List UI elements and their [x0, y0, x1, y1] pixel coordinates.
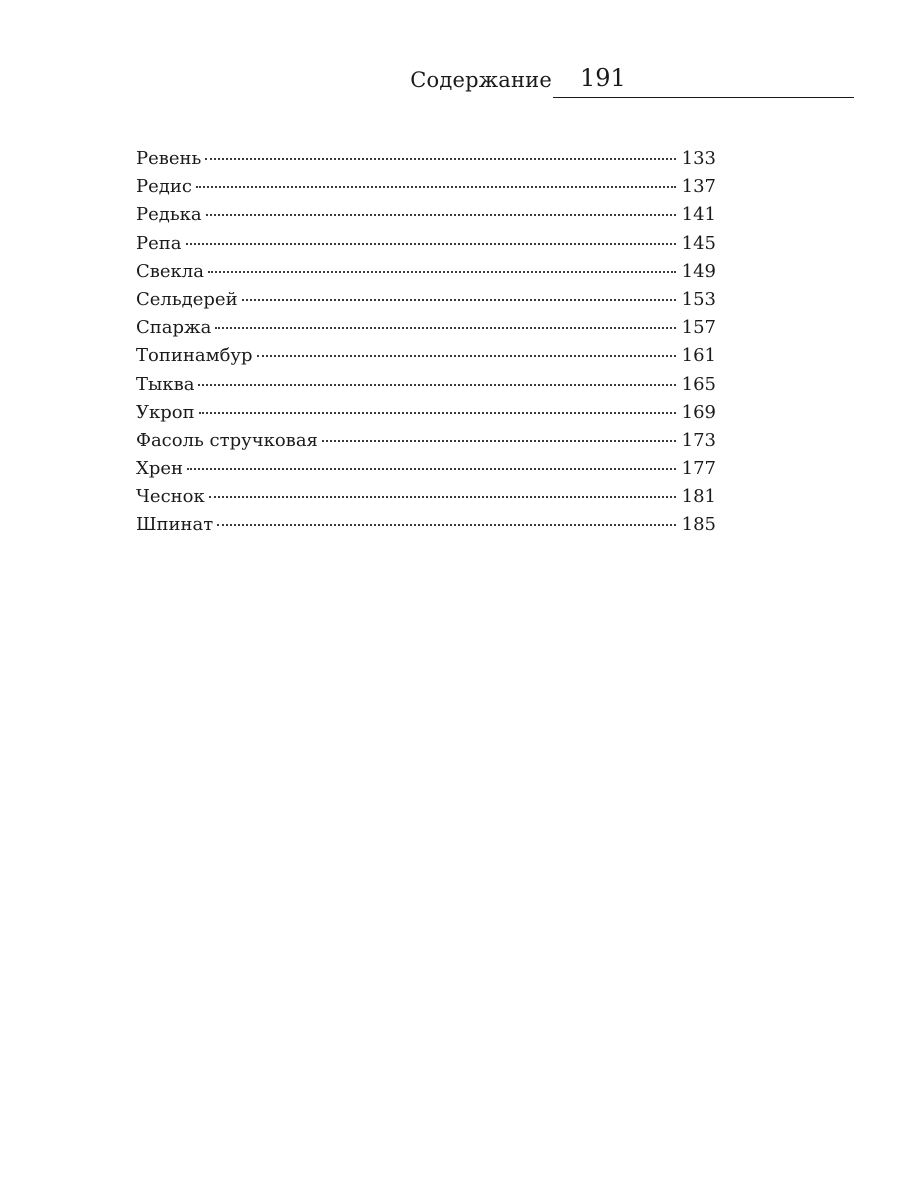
toc-dot-leader — [257, 354, 676, 357]
toc-dot-leader — [198, 383, 675, 386]
toc-entry[interactable] — [136, 399, 716, 427]
toc-entry-title: Редис — [136, 176, 192, 198]
toc-entry[interactable] — [136, 314, 716, 342]
toc-entry[interactable] — [136, 511, 716, 539]
toc-entry-page: 149 — [681, 260, 716, 282]
running-header — [0, 64, 900, 104]
toc-dot-leader — [186, 242, 676, 245]
toc-entry[interactable] — [136, 258, 716, 286]
toc-entry-title: Сельдерей — [136, 288, 238, 310]
toc-entry-title: Редька — [136, 204, 202, 226]
toc-entry-page: 177 — [681, 458, 716, 480]
toc-entry-title: Свекла — [136, 260, 204, 282]
toc-dot-leader — [322, 439, 676, 442]
toc-entry-page: 157 — [681, 317, 716, 339]
toc-entry[interactable] — [136, 201, 716, 229]
toc-entry-page: 185 — [681, 514, 716, 536]
toc-dot-leader — [217, 523, 675, 526]
toc-entry-title: Фасоль стручковая — [136, 429, 318, 451]
toc-dot-leader — [196, 185, 676, 188]
toc-entry-title: Спаржа — [136, 317, 212, 339]
toc-entry[interactable] — [136, 371, 716, 399]
toc-entry-page: 181 — [681, 486, 716, 508]
toc-dot-leader — [242, 298, 676, 301]
toc-entry[interactable] — [136, 173, 716, 201]
toc-dot-leader — [205, 157, 675, 160]
toc-entry[interactable] — [136, 145, 716, 173]
toc-entry-title: Укроп — [136, 401, 195, 423]
toc-dot-leader — [208, 270, 676, 273]
toc-entry-title: Ревень — [136, 148, 202, 169]
header-rule — [553, 97, 854, 98]
header-title: Содержание — [410, 68, 552, 92]
toc-entry-page: 169 — [681, 401, 716, 423]
toc-entry[interactable] — [136, 427, 716, 455]
toc-dot-leader — [209, 495, 676, 498]
toc-entry[interactable] — [136, 230, 716, 258]
toc-entry[interactable] — [136, 483, 716, 511]
toc-entry-page: 153 — [681, 288, 716, 310]
toc-entry-page: 161 — [681, 345, 716, 367]
toc-entry-page: 137 — [681, 176, 716, 198]
toc-entry-title: Топинамбур — [136, 345, 253, 367]
toc-dot-leader — [199, 411, 676, 414]
toc-entry-title: Тыква — [136, 373, 195, 395]
toc-entry-title: Репа — [136, 232, 182, 254]
toc-entry-title: Хрен — [136, 458, 183, 480]
toc-dot-leader — [187, 467, 676, 470]
toc-dot-leader — [206, 213, 676, 216]
toc-entry[interactable] — [136, 455, 716, 483]
toc-entry-page: 165 — [681, 373, 716, 395]
toc-entry-title: Шпинат — [136, 514, 214, 536]
toc-dot-leader — [215, 326, 675, 329]
toc-entry[interactable] — [136, 342, 716, 370]
toc-entry-page: 173 — [681, 429, 716, 451]
toc-entry-page: 133 — [681, 148, 716, 169]
toc-entry-title: Чеснок — [136, 486, 205, 508]
header-page-number: 191 — [580, 64, 626, 92]
toc-entry[interactable] — [136, 286, 716, 314]
toc-entry-page: 141 — [681, 204, 716, 226]
table-of-contents — [136, 145, 716, 540]
toc-entry-page: 145 — [681, 232, 716, 254]
